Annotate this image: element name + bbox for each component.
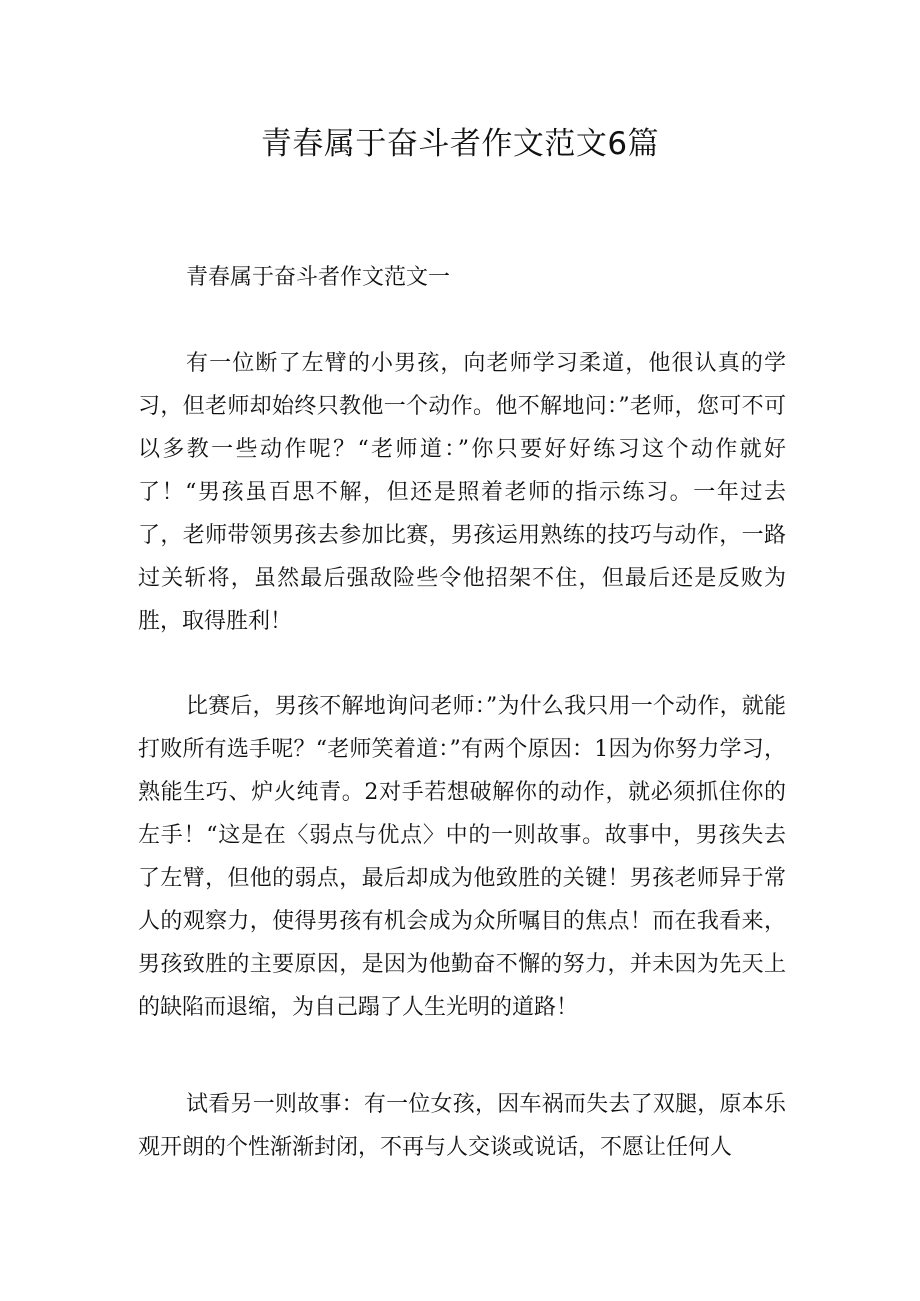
section-heading: 青春属于奋斗者作文范文一 xyxy=(186,265,451,290)
paragraph-2: 比赛后，男孩不解地询问老师：”为什么我只用一个动作，就能打败所有选手呢？“老师笑着道：”有两个原因：1因为你努力学习，熟能生巧、炉火纯青。2对手若想破解你的动作，就必须抓住你的左手！“这是在〈弱点与优点〉中的一则故事。故事中，男孩失去了左臂，但他的弱点，最后却成为他致胜的关键！男孩老师异于常人的观察力，使得男孩有机会成为众所嘱目的焦点！而在我看来，男孩致胜的主要原因，是因为他勤奋不懈的努力，并未因为先天上的缺陷而退缩，为自己蹋了人生光明的道路！ xyxy=(138,694,786,1020)
paragraph-1: 有一位断了左臂的小男孩，向老师学习柔道，他很认真的学习，但老师却始终只教他一个动作。他不解地问：”老师，您可不可以多教一些动作呢？“老师道：”你只要好好练习这个动作就好了！“男孩虽百思不解，但还是照着老师的指示练习。一年过去了，老师带领男孩去参加比赛，男孩运用熟练的技巧与动作，一路过关斩将，虽然最后强敌险些令他招架不住，但最后还是反败为胜，取得胜利！ xyxy=(138,351,786,634)
paragraph-3: 试看另一则故事：有一位女孩，因车祸而失去了双腿，原本乐观开朗的个性渐渐封闭，不再与人交谈或说话，不愿让任何人 xyxy=(138,1092,786,1160)
document-title: 青春属于奋斗者作文范文6篇 xyxy=(260,126,660,162)
